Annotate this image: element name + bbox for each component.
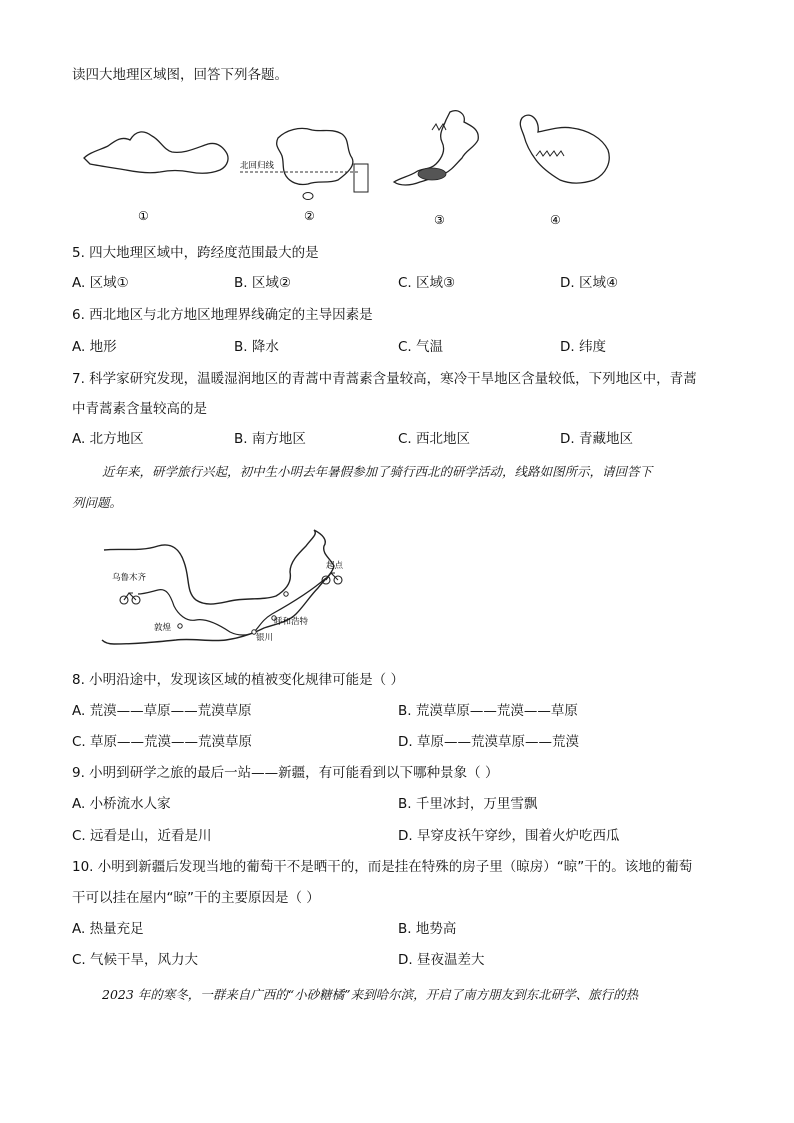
south-sea-inset: [354, 164, 368, 192]
bicycle-icon-urumqi: [120, 593, 140, 604]
q6-option-d[interactable]: D. 纬度: [560, 339, 606, 355]
q10-option-a[interactable]: A. 热量充足: [72, 921, 144, 937]
region-4-label: ④: [550, 213, 561, 227]
q7-option-c[interactable]: C. 西北地区: [398, 431, 471, 447]
q9-option-a[interactable]: A. 小桥流水人家: [72, 796, 171, 812]
tropic-label: 北回归线: [240, 161, 275, 171]
intro-route-line2: 列问题。: [72, 495, 123, 510]
q5-option-b[interactable]: B. 区域②: [234, 275, 291, 291]
region-3-map: [394, 111, 478, 185]
dunhuang-dot: [178, 624, 182, 628]
region-4-map: [520, 115, 609, 183]
region-3-mountain-hatch: [432, 124, 446, 130]
q8-option-a[interactable]: A. 荒漠——草原——荒漠草原: [72, 703, 252, 719]
intro-route-line1: 近年来，研学旅行兴起，初中生小明去年暑假参加了骑行西北的研学活动，线路如图所示，请回答下: [102, 464, 653, 479]
region-2-outline: [277, 128, 353, 184]
q7-option-a[interactable]: A. 北方地区: [72, 431, 144, 447]
q8-option-d[interactable]: D. 草原——荒漠草原——荒漠: [398, 734, 579, 750]
q7-stem-line2: 中青蒿素含量较高的是: [72, 401, 207, 417]
q5-stem: 5. 四大地理区域中，跨经度范围最大的是: [72, 245, 319, 261]
q7-option-d[interactable]: D. 青藏地区: [560, 431, 633, 447]
q7-option-b[interactable]: B. 南方地区: [234, 431, 306, 447]
city-yinchuan-label: 银川: [256, 633, 274, 643]
q10-option-b[interactable]: B. 地势高: [398, 921, 457, 937]
intro-region-maps: 读四大地理区域图，回答下列各题。: [72, 67, 288, 83]
q7-stem-line1: 7. 科学家研究发现，温暖湿润地区的青蒿中青蒿素含量较高，寒冷干旱地区含量较低，下列地区中，青蒿: [72, 371, 697, 387]
region-4-outline: [520, 115, 609, 183]
q5-option-c[interactable]: C. 区域③: [398, 275, 456, 291]
city-start-label: 起点: [326, 561, 344, 571]
q9-option-d[interactable]: D. 早穿皮袄午穿纱，围着火炉吃西瓜: [398, 828, 620, 844]
q10-stem-line1: 10. 小明到新疆后发现当地的葡萄干不是晒干的，而是挂在特殊的房子里（晾房）“晾”干的。该地的葡萄: [72, 859, 693, 875]
q10-option-d[interactable]: D. 昼夜温差大: [398, 952, 485, 968]
hainan-island: [303, 193, 313, 200]
city-hohhot-label: 呼和浩特: [274, 617, 309, 627]
region-1-outline: [84, 132, 228, 173]
q8-option-c[interactable]: C. 草原——荒漠——荒漠草原: [72, 734, 253, 750]
q6-option-a[interactable]: A. 地形: [72, 339, 117, 355]
q9-option-c[interactable]: C. 远看是山，近看是川: [72, 828, 212, 844]
q6-option-c[interactable]: C. 气温: [398, 339, 444, 355]
route-map-figure: [100, 528, 370, 654]
region-maps-figure: [60, 100, 700, 230]
q8-stem: 8. 小明沿途中，发现该区域的植被变化规律可能是（ ）: [72, 672, 404, 688]
q9-option-b[interactable]: B. 千里冰封，万里雪飘: [398, 796, 538, 812]
q5-option-d[interactable]: D. 区域④: [560, 275, 619, 291]
q5-option-a[interactable]: A. 区域①: [72, 275, 129, 291]
start-dot: [284, 592, 288, 596]
q8-option-b[interactable]: B. 荒漠草原——荒漠——草原: [398, 703, 578, 719]
q10-stem-line2: 干可以挂在屋内“晾”干的主要原因是（ ）: [72, 890, 320, 906]
city-dunhuang-label: 敦煌: [154, 623, 172, 633]
region-2-label: ②: [304, 209, 315, 223]
region-3-label: ③: [434, 213, 445, 227]
q6-option-b[interactable]: B. 降水: [234, 339, 279, 355]
city-urumqi-label: 乌鲁木齐: [112, 573, 147, 583]
q10-option-c[interactable]: C. 气候干旱，风力大: [72, 952, 199, 968]
region-4-mountain-hatch: [536, 151, 564, 156]
intro-harbin-line1: 2023 年的寒冬，一群来自广西的“小砂糖橘”来到哈尔滨，开启了南方朋友到东北研学、旅行的热: [102, 987, 639, 1002]
region-2-map: [240, 128, 368, 199]
region-1-label: ①: [138, 209, 149, 223]
region-3-lake: [418, 168, 446, 180]
q6-stem: 6. 西北地区与北方地区地理界线确定的主导因素是: [72, 307, 373, 323]
q9-stem: 9. 小明到研学之旅的最后一站——新疆，有可能看到以下哪种景象（ ）: [72, 765, 499, 781]
